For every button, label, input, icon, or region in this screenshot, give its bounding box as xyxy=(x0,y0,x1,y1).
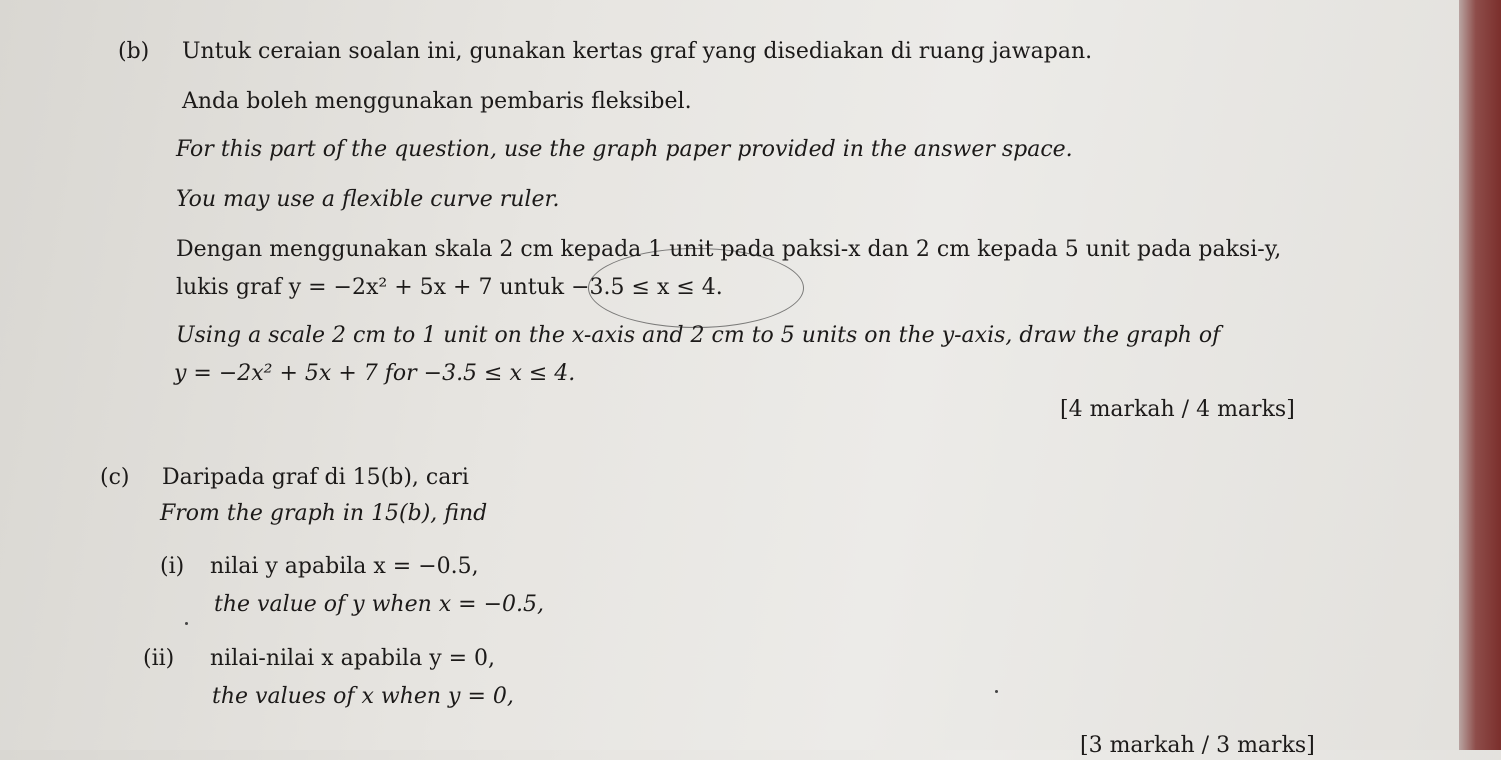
part-b-graph-en: y = −2x² + 5x + 7 for −3.5 ≤ x ≤ 4. xyxy=(174,361,576,386)
part-c-ii-en: the values of x when y = 0, xyxy=(212,684,514,709)
part-b-marks: [4 markah / 4 marks] xyxy=(1060,397,1295,422)
part-c-intro-ms: Daripada graf di 15(b), cari xyxy=(162,465,469,490)
part-c-label: (c) xyxy=(100,465,130,490)
part-c-ii-label: (ii) xyxy=(143,646,175,671)
pen-dot xyxy=(185,622,188,625)
page-edge xyxy=(1459,0,1501,750)
part-b-line-en-2: You may use a flexible curve ruler. xyxy=(176,187,560,212)
part-b-scale-ms: Dengan menggunakan skala 2 cm kepada 1 unit pada paksi-x dan 2 cm kepada 5 unit pada paksi-y, xyxy=(176,237,1282,262)
part-c-i-ms: nilai y apabila x = −0.5, xyxy=(210,554,479,579)
part-b-scale-en: Using a scale 2 cm to 1 unit on the x-axis and 2 cm to 5 units on the y-axis, draw the graph of xyxy=(176,323,1221,348)
part-c-intro-en: From the graph in 15(b), find xyxy=(160,501,488,526)
part-b-line-en-1: For this part of the question, use the graph paper provided in the answer space. xyxy=(176,137,1073,162)
part-b-line-ms-2: Anda boleh menggunakan pembaris fleksibel. xyxy=(182,89,692,114)
part-c-marks: [3 markah / 3 marks] xyxy=(1080,733,1315,758)
part-b-graph-ms: lukis graf y = −2x² + 5x + 7 untuk −3.5 ≤ x ≤ 4. xyxy=(176,275,723,300)
part-b-label: (b) xyxy=(118,39,150,64)
pen-dot xyxy=(995,690,998,693)
part-c-i-label: (i) xyxy=(160,554,185,579)
part-c-i-en: the value of y when x = −0.5, xyxy=(214,592,545,617)
part-b-line-ms-1: Untuk ceraian soalan ini, gunakan kertas graf yang disediakan di ruang jawapan. xyxy=(182,39,1093,64)
part-c-ii-ms: nilai-nilai x apabila y = 0, xyxy=(210,646,496,671)
